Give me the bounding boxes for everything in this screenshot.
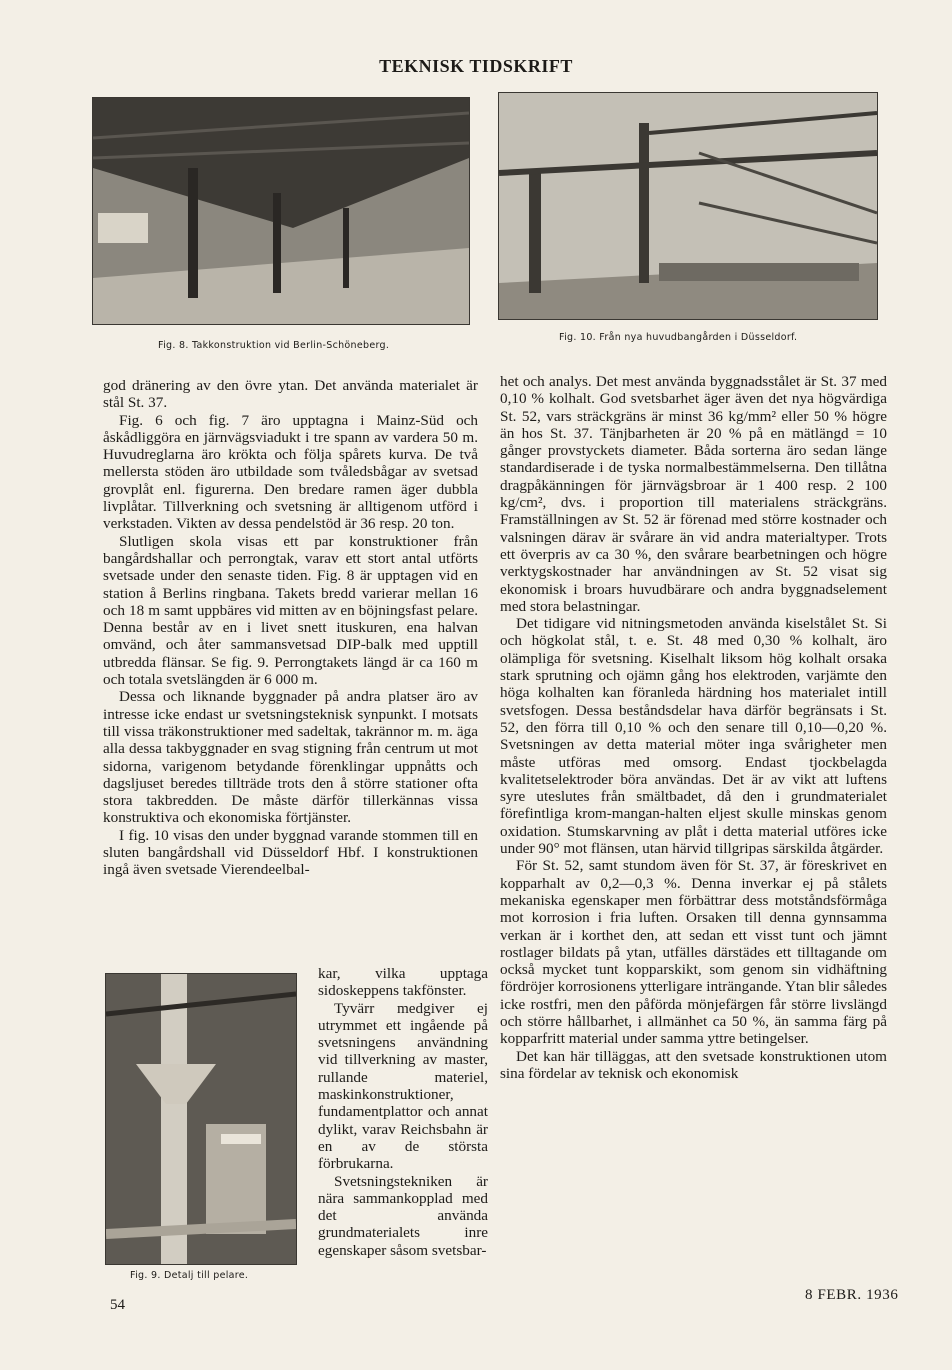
fig10-caption: Fig. 10. Från nya huvudbangården i Düsseldorf.	[559, 332, 798, 343]
page-number: 54	[110, 1297, 125, 1313]
paragraph: god dränering av den övre ytan. Det använda materialet är stål St. 37.	[103, 377, 478, 412]
journal-title: TEKNISK TIDSKRIFT	[379, 56, 573, 76]
right-column	[500, 373, 887, 1082]
fig9-caption: Fig. 9. Detalj till pelare.	[130, 1270, 249, 1281]
fig8-photo	[92, 97, 470, 325]
paragraph: Svetsningstekniken är nära sammankopplad med det använda grundmaterialets inre egenskaper såsom svetsbar-	[318, 1172, 488, 1259]
paragraph: Fig. 6 och fig. 7 äro upptagna i Mainz-Süd och åskådliggöra en järnvägsviadukt i tre spann av vardera 50 m. Huvudreglarna äro krökta och följa spårets kurva. De två mellersta stöden äro utbildade som tvåledsbågar av svetsad grovplåt enl. figurerna. Den bredare ramen äger dubbla livplåtar. Tillverkning och svetsning är alltigenom utförd i verkstaden. Vikten av dessa pendelstöd är 36 resp. 20 ton.	[103, 411, 478, 533]
left-narrow-column	[318, 965, 488, 1259]
paragraph: kar, vilka upptaga sidoskeppens takfönster.	[318, 965, 488, 1000]
fig9-photo	[105, 973, 297, 1265]
fig10-photo	[498, 92, 878, 320]
paragraph: het och analys. Det mest använda byggnadsstålet är St. 37 med 0,10 % kolhalt. God svetsbarhet äger även det nya högvärdiga St. 52, vars sträckgräns är minst 36 kg/mm² eller 50 % högre än hos St. 37. Tänjbarheten är 20 % på en mätlängd = 10 gånger provstyckets diameter. Båda sorterna äro sedan länge standardiserade i de tyska normalbestämmelserna. Den tillåtna dragpåkänningen för järnvägsbroar är 1 400 resp. 2 100 kg/cm², dvs. i proportion till materialens sträckgräns. Framställningen av St. 52 är förenad med större kostnader och valsningen därav är svårare än vid andra materialtyper. Trots ett överpris av ca 30 %, den svårare bearbetningen och högre verktygskostnader har användningen av St. 52 visat sig ekonomisk i broars huvudbärare och andra byggnadselement med stora belastningar.	[500, 373, 887, 615]
paragraph: För St. 52, samt stundom även för St. 37, är föreskrivet en kopparhalt av 0,2—0,3 %. Denna inverkar ej på stålets mekaniska egenskaper men förbättrar dess motståndsförmåga mot korrosion i fria luften. Orsaken till denna gynnsamma verkan är i korthet den, att sedan ett visst tunt och jämnt rostlager bildats på ytan, utfälles därstädes ett tilltagande om också mycket tunt kopparskikt, som genom sin vidhäftning fördröjer korrosionens ytterligare inträngande. Ytan blir således icke rostfri, men den påförda mönjefärgen får större livslängd och större hållbarhet, i allmänhet ca 50 %, än samma färg på kopparfritt material under samma yttre betingelser.	[500, 857, 888, 1048]
fig8-caption: Fig. 8. Takkonstruktion vid Berlin-Schöneberg.	[158, 340, 390, 351]
paragraph: Dessa och liknande byggnader på andra platser äro av intresse icke endast ur svetsningsteknisk synpunkt. I motsats till vissa träkonstruktioner med sadeltak, takrännor m. m. äga alla dessa takbyggnader en svag stigning från centrum ut mot sidorna, varigenom betydande förenklingar uppnåtts och dagsljuset beredes tillträde trots den å större stationer ofta stora takbredden. De måste därför tillerkännas vissa konstruktiva och ekonomiska förtjänster.	[103, 688, 478, 827]
paragraph: Det tidigare vid nitningsmetoden använda kiselstålet St. Si och högkolat stål, t. e. St. 48 med 0,30 % kolhalt, äro olämpliga för svetsning. Kiselhalt liksom hög kolhalt orsaka stark sprutning och ojämn gång hos elektroden, varjämte den höga kolhalten kan föranleda härdning hos materialet intill svetsfogen. Dessa beståndsdelar hava därför begränsats i St. 52, den förra till 0,10 % och den senare till 0,10—0,20 %. Svetsningen av detta material möter inga svårigheter men måste utföras med omsorg. Endast tjockbelagda kvalitetselektroder böra användas. Det är av vikt att luftens syre uteslutes från smältbadet, då den i grundmaterialet förefintliga krom-mangan-halten eljest skulle minskas genom oxidation. Stumskarvning av plåt i detta material utföres icke under 90° mot flänsen, utan härvid tillgripas särskilda åtgärder.	[500, 615, 887, 858]
paragraph: Tyvärr medgiver ej utrymmet ett ingående på svetsningens användning vid tillverkning av master, rullande materiel, maskinkonstruktioner, fundamentplattor och annat dylikt, varav Reichsbahn är en av de största förbrukarna.	[318, 999, 488, 1173]
issue-date: 8 FEBR. 1936	[805, 1287, 899, 1303]
left-column	[103, 377, 478, 879]
paragraph: Det kan här tilläggas, att den svetsade konstruktionen utom sina fördelar av teknisk och ekonomisk	[500, 1047, 887, 1082]
paragraph: Slutligen skola visas ett par konstruktioner från bangårdshallar och perrongtak, varav ett stort antal utförts svetsade under den senaste tiden. Fig. 8 är upptagen vid en station å Berlins ringbana. Takets bredd varierar mellan 16 och 18 m samt uppbäres vid mitten av en böjningsfast pelare. Denna består av en i livet snett ituskuren, ena halvan omvänd, och åter sammansvetsad DIP-balk med upptill utbredda flänsar. Se fig. 9. Perrongtakets längd är ca 160 m och totala svetslängden är 6 000 m.	[103, 532, 478, 689]
paragraph: I fig. 10 visas den under byggnad varande stommen till en sluten bangårdshall vid Düsseldorf Hbf. I konstruktionen ingå även svetsade Vierendeelbal-	[103, 826, 478, 879]
